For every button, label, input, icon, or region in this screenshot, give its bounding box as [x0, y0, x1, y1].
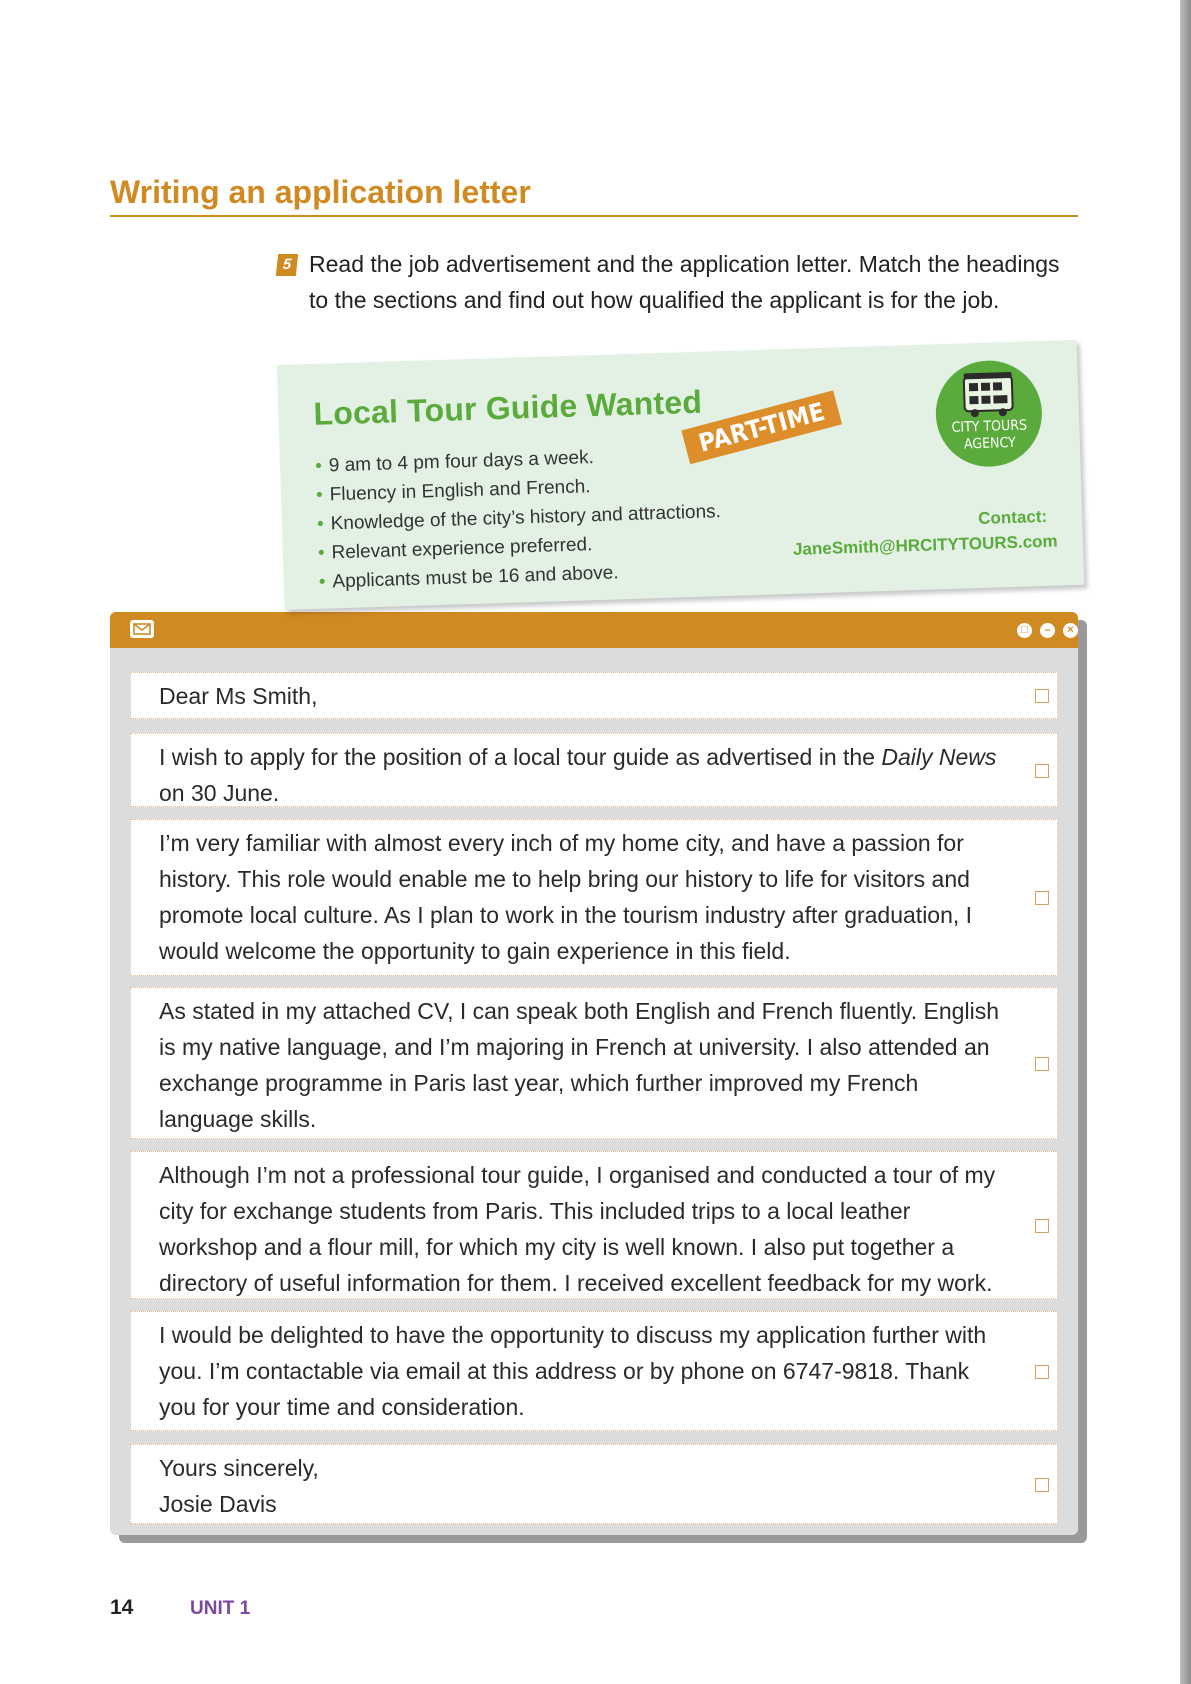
- paragraph-text: Yours sincerely, Josie Davis: [159, 1455, 319, 1517]
- advert-requirement: • Fluency in English and French.: [316, 468, 721, 510]
- bus-icon: [960, 370, 1017, 420]
- letter-paragraph: [130, 733, 1058, 807]
- contact-email[interactable]: JaneSmith@HRCITYTOURS.com: [792, 531, 1058, 559]
- advert-requirement: • Knowledge of the city’s history and attractions.: [317, 497, 722, 539]
- heading-answer-box[interactable]: [1035, 764, 1049, 778]
- city-tours-logo: [934, 359, 1043, 468]
- paragraph-text: I wish to apply for the position of a local tour guide as advertised in the Daily News on 30 June.: [159, 744, 997, 806]
- task-number: 5: [276, 254, 298, 276]
- paragraph-text: Although I’m not a professional tour guide, I organised and conducted a tour of my city for exchange students from Paris. This included trips to a local leather workshop and a flour mill, for which my city is well known. I also put together a directory of useful information for them. I received excellent feedback for my work.: [159, 1162, 996, 1296]
- paragraph-text: Dear Ms Smith,: [159, 683, 318, 709]
- title-rule: [110, 215, 1078, 217]
- advert-requirement: • 9 am to 4 pm four days a week.: [315, 439, 720, 481]
- advert-contact: [792, 504, 1058, 562]
- close-icon[interactable]: ×: [1063, 623, 1078, 638]
- heading-answer-box[interactable]: [1035, 1478, 1049, 1492]
- job-advert: [277, 340, 1084, 610]
- letter-paragraph: [130, 1444, 1058, 1524]
- newspaper-name: Daily News: [881, 744, 997, 770]
- heading-answer-box[interactable]: [1035, 689, 1049, 703]
- logo-text-line1: CITY TOURS: [951, 417, 1028, 436]
- heading-answer-box[interactable]: [1035, 1219, 1049, 1233]
- page-edge: [1180, 0, 1191, 1684]
- letter-paragraph: [130, 1151, 1058, 1299]
- letter-paragraph: [130, 819, 1058, 976]
- letter-paragraph: [130, 1311, 1058, 1431]
- task-instruction: Read the job advertisement and the application letter. Match the headings to the sections and find out how qualified the applicant is for the job.: [309, 251, 1060, 313]
- contact-label: Contact:: [977, 506, 1048, 529]
- logo-text: [936, 417, 1043, 454]
- unit-label: UNIT 1: [190, 1598, 251, 1619]
- page-number: 14: [110, 1596, 134, 1619]
- paragraph-text: I’m very familiar with almost every inch of my home city, and have a passion for history. This role would enable me to help bring our history to life for visitors and promote local culture. As I plan to work in the tourism industry after graduation, I would welcome the opportunity to gain experience in this field.: [159, 830, 973, 964]
- paragraph-text: I would be delighted to have the opportunity to discuss my application further with you. I’m contactable via email at this address or by phone on 6747-9818. Thank you for your time and consideration.: [159, 1322, 987, 1420]
- advert-requirement: • Relevant experience preferred.: [317, 526, 722, 568]
- advert-title: Local Tour Guide Wanted: [312, 383, 703, 432]
- mail-icon[interactable]: [130, 620, 154, 638]
- heading-answer-box[interactable]: [1035, 1365, 1049, 1379]
- paragraph-text: As stated in my attached CV, I can speak both English and French fluently. English is my native language, and I’m majoring in French at university. I also attended an exchange programme in Paris last year, which further improved my French language skills.: [159, 998, 999, 1132]
- minimize-icon[interactable]: –: [1040, 623, 1055, 638]
- letter-paragraph: [130, 987, 1058, 1139]
- logo-text-line2: AGENCY: [963, 434, 1016, 453]
- advert-requirements: [315, 439, 723, 597]
- heading-answer-box[interactable]: [1035, 891, 1049, 905]
- section-title: Writing an application letter: [110, 174, 531, 210]
- part-time-stamp: PART-TIME: [681, 390, 842, 464]
- window-titlebar: [110, 612, 1078, 648]
- heading-answer-box[interactable]: [1035, 1057, 1049, 1071]
- email-window: [110, 612, 1078, 1535]
- restore-icon[interactable]: □: [1017, 623, 1032, 638]
- advert-requirement: • Applicants must be 16 and above.: [318, 555, 723, 597]
- letter-paragraph: [130, 672, 1058, 719]
- signature: Josie Davis: [159, 1491, 277, 1517]
